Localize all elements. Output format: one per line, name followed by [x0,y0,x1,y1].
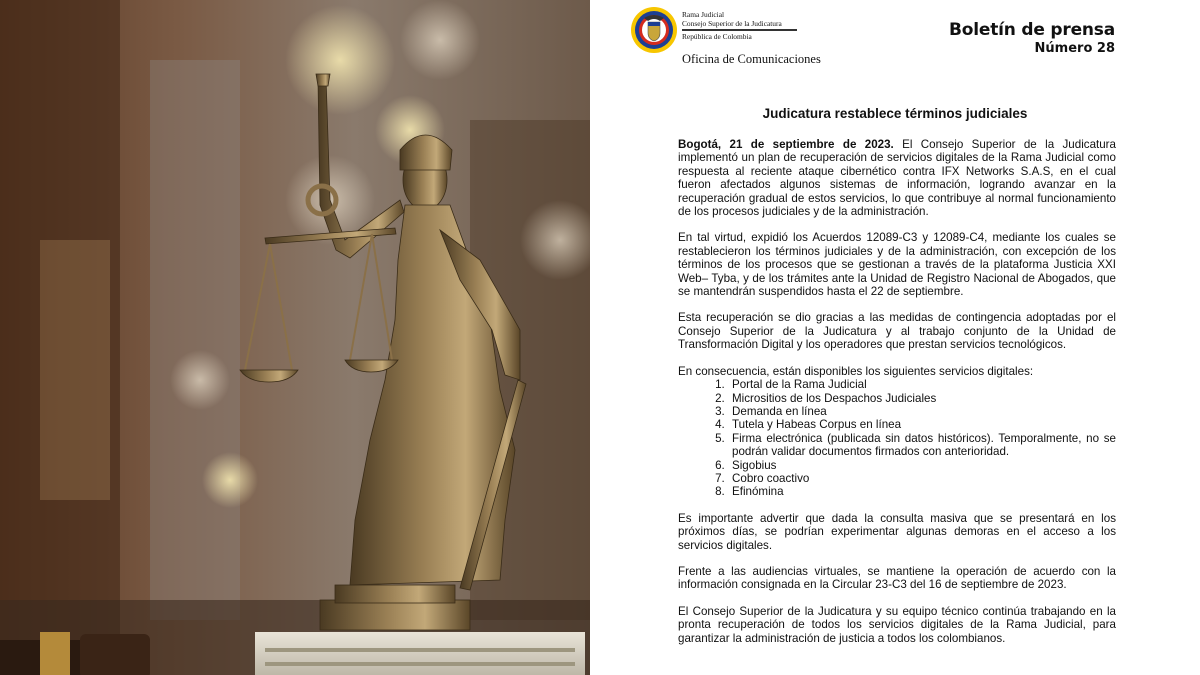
paragraph-1 [678,138,1116,218]
paragraph-2: En tal virtud, expidió los Acuerdos 12089-C3 y 12089-C4, mediante los cuales se restablecieron los términos judiciales y de la administración, con excepción de los términos de los procesos que se gestionan a través de la plataforma Justicia XXI Web– Tyba, y de los trámites ante la Unidad de Registro Nacional de Abogados, que se mantendrán suspendidos hasta el 22 de septiembre. [678,231,1116,299]
organization-lines [682,10,812,41]
paragraph-6: Frente a las audiencias virtuales, se mantiene la operación de acuerdo con la información consignada en la Circular 23-C3 del 16 de septiembre de 2023. [678,564,1116,592]
bulletin-title: Boletín de prensa [949,20,1115,40]
services-list [678,378,1116,499]
books [255,632,585,675]
org-line-3: República de Colombia [682,31,752,41]
paragraph-5: Es importante advertir que dada la consulta masiva que se presentará en los próximos días, se podrían experimentar algunas demoras en el acceso a los servicios digitales. [678,511,1116,552]
list-item: 6. Sigobius [728,459,1116,472]
dateline: Bogotá, 21 de septiembre de 2023. [678,138,894,151]
press-bulletin-document [590,0,1200,675]
article-body [678,138,1116,658]
list-item: 2. Micrositios de los Despachos Judiciales [728,392,1116,405]
bulletin-heading [949,19,1115,57]
list-item: 4. Tutela y Habeas Corpus en línea [728,418,1116,431]
paragraph-4: En consecuencia, están disponibles los siguientes servicios digitales: [678,364,1034,378]
bulletin-number: Número 28 [1034,41,1115,56]
list-item: 5. Firma electrónica (publicada sin datos históricos). Temporalmente, no se podrán validar documentos firmados con anterioridad. [728,432,1116,459]
list-item: 3. Demanda en línea [728,405,1116,418]
list-item: 8. Efinómina [728,485,1116,498]
lady-justice-photo [0,0,590,675]
colombia-coat-of-arms-icon [630,6,678,54]
paragraph-3: Esta recuperación se dio gracias a las medidas de contingencia adoptadas por el Consejo Superior de la Judicatura y al trabajo conjunto de la Unidad de Transformación Digital y los operadores que prestan servicios tecnológicos. [678,311,1116,352]
header-divider [682,29,797,31]
paragraph-7: El Consejo Superior de la Judicatura y su equipo técnico continúa trabajando en la pronta recuperación de todos los servicios digitales de la Rama Judicial, para garantizar la administración de justicia a todos los colombianos. [678,604,1116,645]
article-title: Judicatura restablece términos judiciales [762,106,1028,121]
paragraph-1-text: El Consejo Superior de la Judicatura implementó un plan de recuperación de servicios digitales de la Rama Judicial como respuesta al reciente ataque cibernético contra IFX Networks S.A.S, en el cual fueron afectados algunos sistemas de información, logrando avanzar en la recuperación gradual de estos servicios, lo que contribuye al normal funcionamiento de los procesos judiciales y de la administración. [678,138,1116,219]
org-line-2: Consejo Superior de la Judicatura [682,19,782,28]
list-item: 7. Cobro coactivo [728,472,1116,485]
org-line-1: Rama Judicial [682,10,725,19]
office-name: Oficina de Comunicaciones [682,52,821,66]
list-item: 1. Portal de la Rama Judicial [728,378,1116,391]
